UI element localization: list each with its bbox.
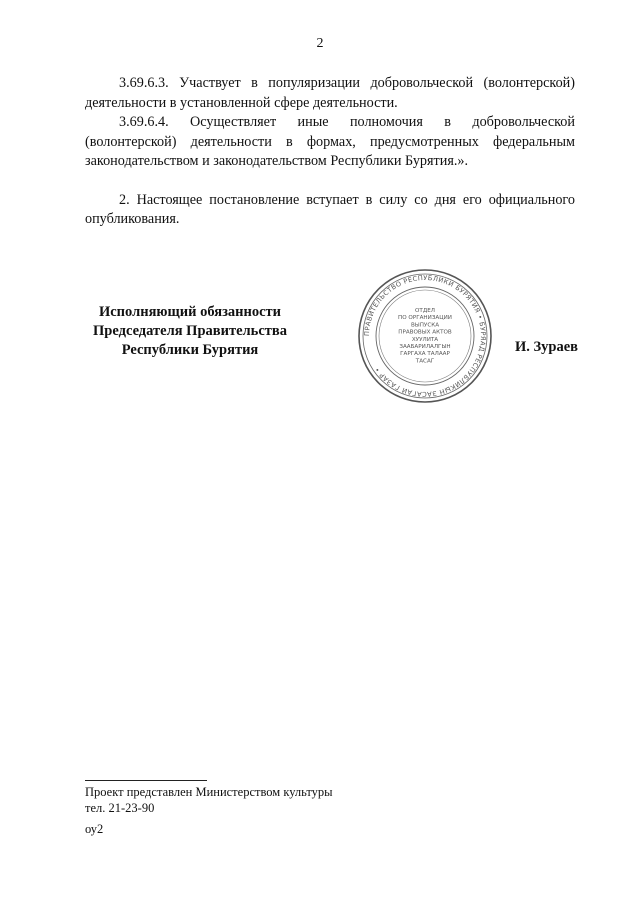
footer-divider [85, 780, 207, 781]
document-code: оу2 [85, 822, 104, 836]
stamp-center-line: ВЫПУСКА [410, 322, 440, 329]
signatory-name: И. Зураев [514, 339, 578, 355]
stamp-center-line: ЗААБАРИЛАЛГЫН [399, 344, 451, 350]
stamp-center-line: ПО ОРГАНИЗАЦИИ [398, 315, 452, 322]
paragraph-3-69-6-3: 3.69.6.3. Участвует в популяризации добровольческой (волонтерской) деятельности в установленной сфере деятельности. [85, 75, 575, 111]
page-number: 2 [316, 36, 324, 51]
stamp-center-line: ГАРГАХА ТАЛААР [400, 351, 450, 358]
footer-prepared-by: Проект представлен Министерством культуры [85, 785, 333, 799]
document-body [85, 74, 575, 230]
signatory-title-line: Исполняющий обязанности [98, 304, 282, 320]
stamp-center-line: ОТДЕЛ [415, 308, 435, 314]
signatory-title-line: Председателя Правительства [93, 323, 287, 339]
footer-note [85, 784, 333, 816]
paragraph-effective-date: 2. Настоящее постановление вступает в силу со дня его официального опубликования. [85, 191, 575, 227]
stamp-center-line: ХУУЛИТА [411, 336, 439, 343]
footer-phone: тел. 21-23-90 [85, 801, 155, 815]
stamp-center-line: ТАСАГ [415, 358, 435, 365]
stamp-center-line: ПРАВОВЫХ АКТОВ [398, 329, 452, 336]
svg-text:ПРАВИТЕЛЬСТВО РЕСПУБЛИКИ БУРЯТ: ПРАВИТЕЛЬСТВО РЕСПУБЛИКИ БУРЯТИЯ • БУРЯАД РЕСПУБЛИКЫН ЗАСАГАЙ ГАЗАР • [362, 273, 488, 399]
signatory-title [80, 303, 300, 360]
paragraph-3-69-6-4: 3.69.6.4. Осуществляет иные полномочия в добровольческой (волонтерской) деятельности в формах, предусмотренных федеральным законодательством и законодательством Республики Бурятия.». [85, 114, 575, 169]
official-seal-stamp [357, 268, 493, 404]
signatory-title-line: Республики Бурятия [121, 342, 259, 358]
